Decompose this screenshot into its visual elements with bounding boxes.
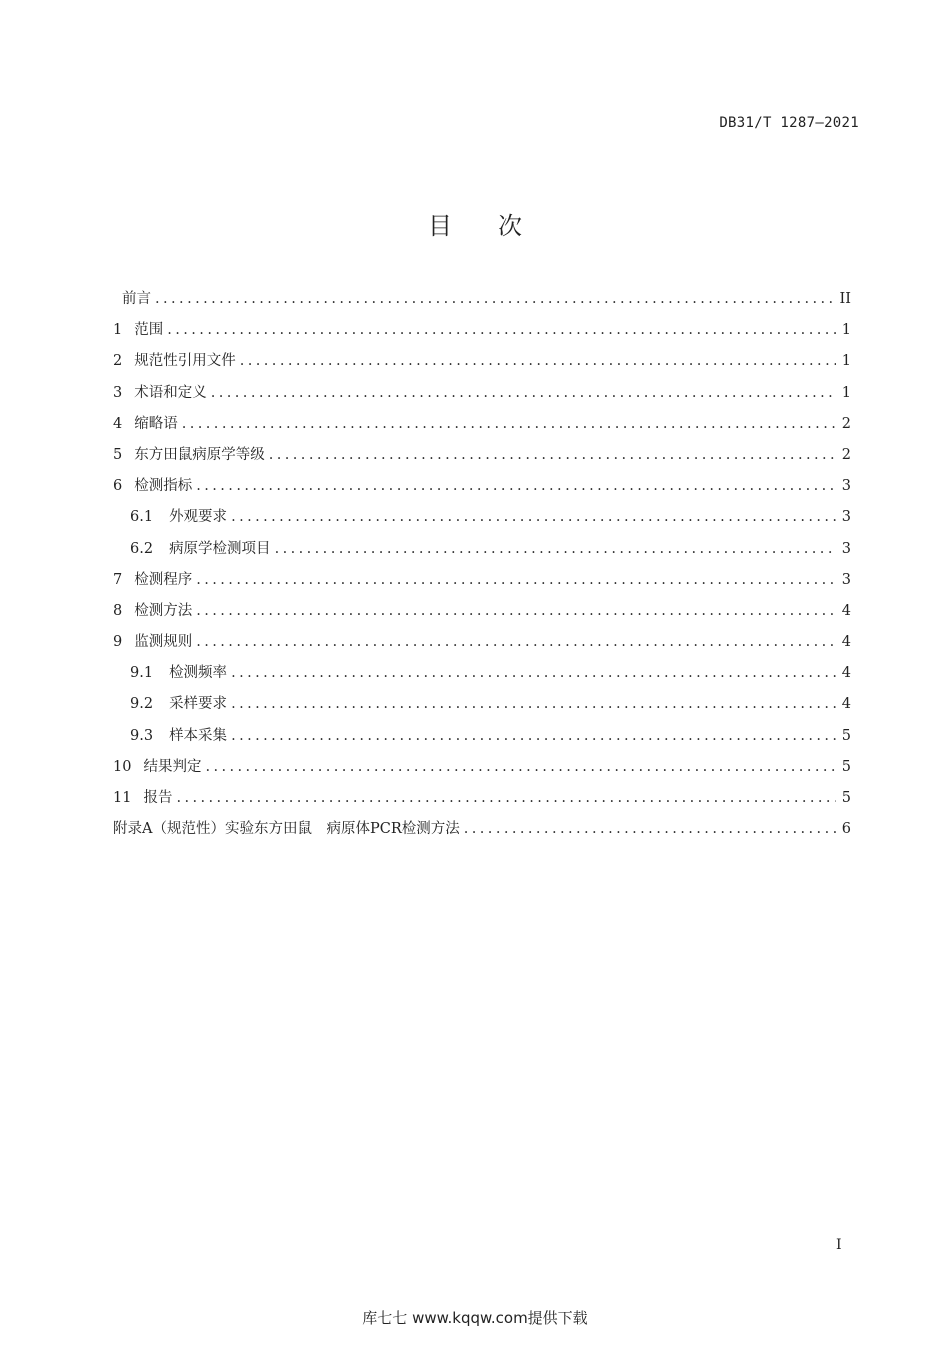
toc-entry-label: 病原学检测项目	[169, 540, 271, 557]
toc-entry-page: 4	[841, 634, 851, 651]
toc-entry-number: 9.3	[130, 727, 154, 744]
toc-entry-page: 1	[841, 384, 851, 401]
toc-entry-label: 外观要求	[169, 509, 228, 526]
toc-entry-label: 附录A（规范性）实验东方田鼠 病原体PCR检测方法	[113, 821, 460, 838]
toc-entry-page: 4	[841, 696, 851, 713]
toc-entry-page: 3	[841, 571, 851, 588]
toc-entry-number: 9.2	[130, 696, 154, 713]
toc-entry-page: 6	[841, 821, 851, 838]
toc-entry-page: 4	[841, 665, 851, 682]
dot-leader	[167, 322, 836, 338]
dot-leader	[196, 603, 836, 619]
toc-entry[interactable]	[113, 443, 851, 474]
dot-leader	[205, 759, 835, 775]
toc-entry[interactable]	[113, 474, 851, 505]
dot-leader	[231, 509, 836, 525]
dot-leader	[269, 447, 836, 463]
toc-entry-label: 规范性引用文件	[134, 353, 236, 370]
toc-entry-number: 4	[113, 415, 123, 432]
toc-entry-page: II	[839, 291, 851, 307]
dot-leader	[231, 696, 836, 712]
toc-entry[interactable]	[113, 786, 851, 817]
watermark: 库七七 www.kqqw.com提供下载	[362, 1309, 588, 1327]
toc-entry-label: 缩略语	[134, 415, 178, 432]
toc-entry-number: 5	[113, 446, 123, 463]
page-title: 目次	[428, 212, 568, 240]
toc-entry-label: 监测规则	[134, 634, 193, 651]
toc-entry[interactable]	[113, 724, 851, 755]
toc-entry[interactable]	[113, 568, 851, 599]
toc-entry[interactable]	[113, 755, 851, 786]
toc-entry[interactable]	[113, 505, 851, 536]
toc-entry-number: 3	[113, 384, 123, 401]
toc-entry-label: 范围	[134, 322, 164, 339]
toc-entry-label: 结果判定	[143, 758, 202, 775]
toc-entry-label: 报告	[143, 790, 173, 806]
toc-entry-label: 检测程序	[134, 571, 193, 588]
toc-entry[interactable]	[113, 661, 851, 692]
toc-entry[interactable]	[113, 599, 851, 630]
toc-entry-page: 4	[841, 602, 851, 619]
toc-entry-label: 采样要求	[169, 696, 228, 713]
toc-entry-label: 检测频率	[169, 665, 228, 682]
toc-entry-number: 9.1	[130, 665, 154, 682]
toc-entry-label: 术语和定义	[134, 384, 207, 401]
toc-entry-number: 10	[113, 758, 132, 775]
toc-entry-number: 9	[113, 634, 123, 651]
toc-entry-number: 6	[113, 478, 123, 495]
dot-leader	[240, 353, 836, 369]
standard-code: DB31/T 1287—2021	[719, 115, 859, 131]
table-of-contents	[113, 287, 851, 848]
page-number: I	[836, 1237, 842, 1253]
dot-leader	[182, 416, 836, 432]
toc-entry-page: 3	[841, 509, 851, 526]
toc-entry[interactable]	[113, 412, 851, 443]
toc-entry-page: 3	[841, 478, 851, 495]
toc-entry-page: 1	[841, 322, 851, 339]
toc-entry-number: 2	[113, 353, 123, 370]
dot-leader	[464, 821, 836, 837]
toc-entry-number: 6.2	[130, 540, 154, 557]
toc-entry[interactable]	[113, 349, 851, 380]
toc-entry[interactable]	[113, 381, 851, 412]
toc-entry-number: 8	[113, 602, 123, 619]
dot-leader	[196, 478, 836, 494]
toc-entry[interactable]	[113, 287, 851, 318]
dot-leader	[155, 291, 834, 307]
toc-entry-label: 检测方法	[134, 602, 193, 619]
toc-entry-page: 5	[841, 790, 851, 806]
toc-entry-page: 5	[841, 758, 851, 775]
toc-entry-number: 7	[113, 571, 123, 588]
toc-entry[interactable]	[113, 318, 851, 349]
toc-entry-label: 样本采集	[169, 727, 228, 744]
toc-entry[interactable]	[113, 692, 851, 723]
toc-entry-number: 11	[113, 790, 132, 806]
dot-leader	[231, 728, 836, 744]
toc-entry[interactable]	[113, 630, 851, 661]
dot-leader	[176, 790, 835, 806]
toc-entry-page: 2	[841, 446, 851, 463]
toc-entry-page: 5	[841, 727, 851, 744]
dot-leader	[196, 572, 836, 588]
toc-entry-label: 检测指标	[134, 478, 193, 495]
toc-entry-label: 东方田鼠病原学等级	[134, 446, 265, 463]
dot-leader	[211, 385, 836, 401]
toc-entry[interactable]	[113, 537, 851, 568]
toc-entry-page: 3	[841, 540, 851, 557]
toc-entry-label: 前言	[122, 291, 151, 307]
toc-entry-number: 6.1	[130, 509, 154, 526]
dot-leader	[231, 665, 836, 681]
toc-entry-number: 1	[113, 322, 123, 339]
toc-entry-page: 2	[841, 415, 851, 432]
toc-entry-page: 1	[841, 353, 851, 370]
dot-leader	[196, 634, 836, 650]
toc-entry[interactable]	[113, 817, 851, 848]
dot-leader	[275, 541, 836, 557]
